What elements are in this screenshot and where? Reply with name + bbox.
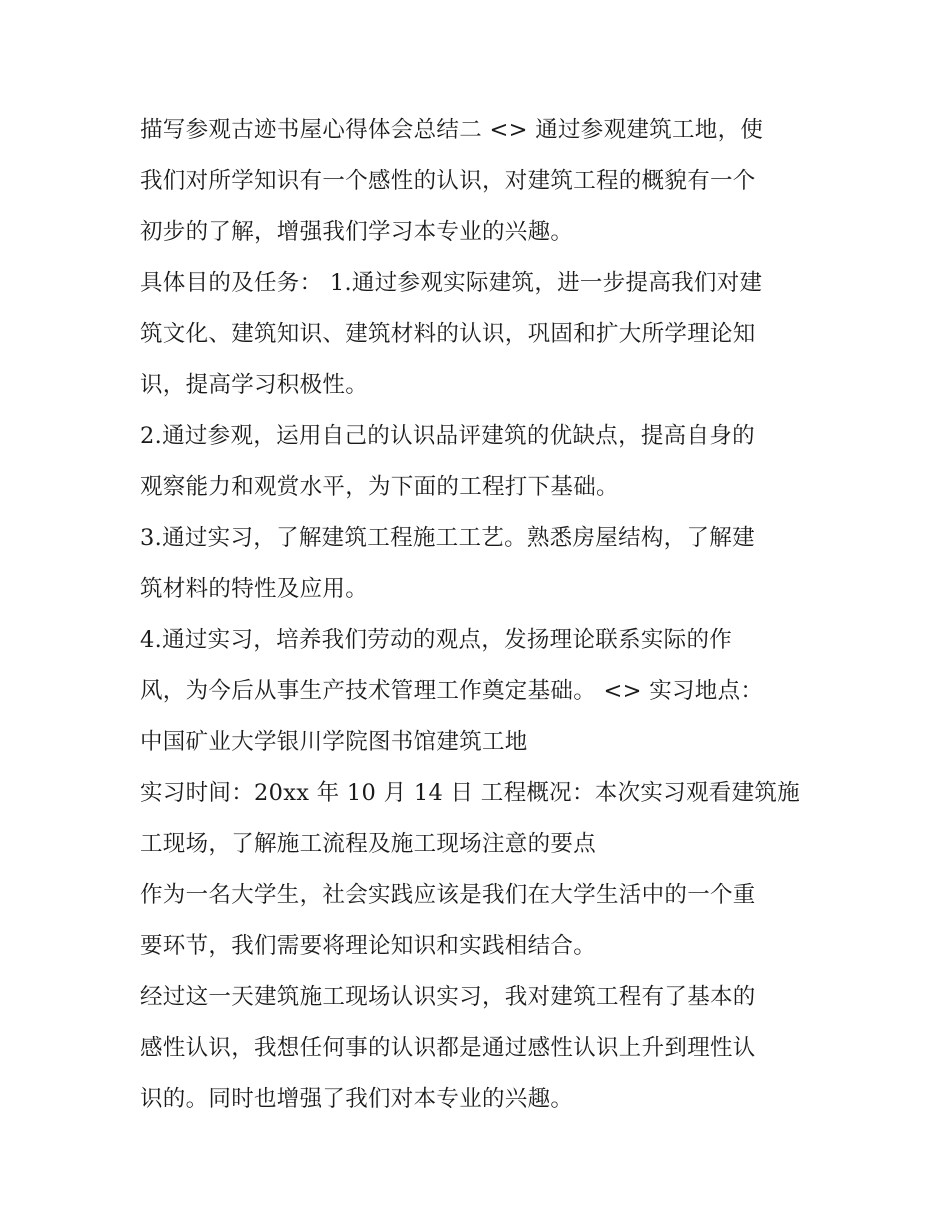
text-line: 工现场，了解施工流程及施工现场注意的要点 xyxy=(140,831,597,857)
text-line: 我们对所学知识有一个感性的认识，对建筑工程的概貌有一个 xyxy=(140,168,756,194)
text-line: 具体目的及任务： 1.通过参观实际建筑，进一步提高我们对建 xyxy=(140,270,763,296)
text-line: 筑文化、建筑知识、建筑材料的认识，巩固和扩大所学理论知 xyxy=(140,321,756,347)
text-line: 3.通过实习，了解建筑工程施工工艺。熟悉房屋结构，了解建 xyxy=(140,525,755,551)
text-line: 2.通过参观，运用自己的认识品评建筑的优缺点，提高自身的 xyxy=(140,423,755,449)
text-line: 初步的了解，增强我们学习本专业的兴趣。 xyxy=(140,219,574,245)
text-line: 观察能力和观赏水平，为下面的工程打下基础。 xyxy=(140,474,619,500)
text-line: 识的。同时也增强了我们对本专业的兴趣。 xyxy=(140,1086,574,1112)
document-body xyxy=(140,105,820,1125)
text-line: 风，为今后从事生产技术管理工作奠定基础。 <> 实习地点： xyxy=(140,678,764,704)
text-line: 经过这一天建筑施工现场认识实习，我对建筑工程有了基本的 xyxy=(140,984,756,1010)
text-line: 中国矿业大学银川学院图书馆建筑工地 xyxy=(140,729,528,755)
text-line: 描写参观古迹书屋心得体会总结二 <> 通过参观建筑工地，使 xyxy=(140,117,764,143)
text-line: 要环节，我们需要将理论知识和实践相结合。 xyxy=(140,933,597,959)
text-line: 实习时间：20xx 年 10 月 14 日 工程概况：本次实习观看建筑施 xyxy=(140,780,800,806)
text-line: 识，提高学习积极性。 xyxy=(140,372,369,398)
text-line: 感性认识，我想任何事的认识都是通过感性认识上升到理性认 xyxy=(140,1035,756,1061)
text-line: 筑材料的特性及应用。 xyxy=(140,576,369,602)
text-line: 作为一名大学生，社会实践应该是我们在大学生活中的一个重 xyxy=(140,882,756,908)
text-line: 4.通过实习，培养我们劳动的观点，发扬理论联系实际的作 xyxy=(140,627,733,653)
